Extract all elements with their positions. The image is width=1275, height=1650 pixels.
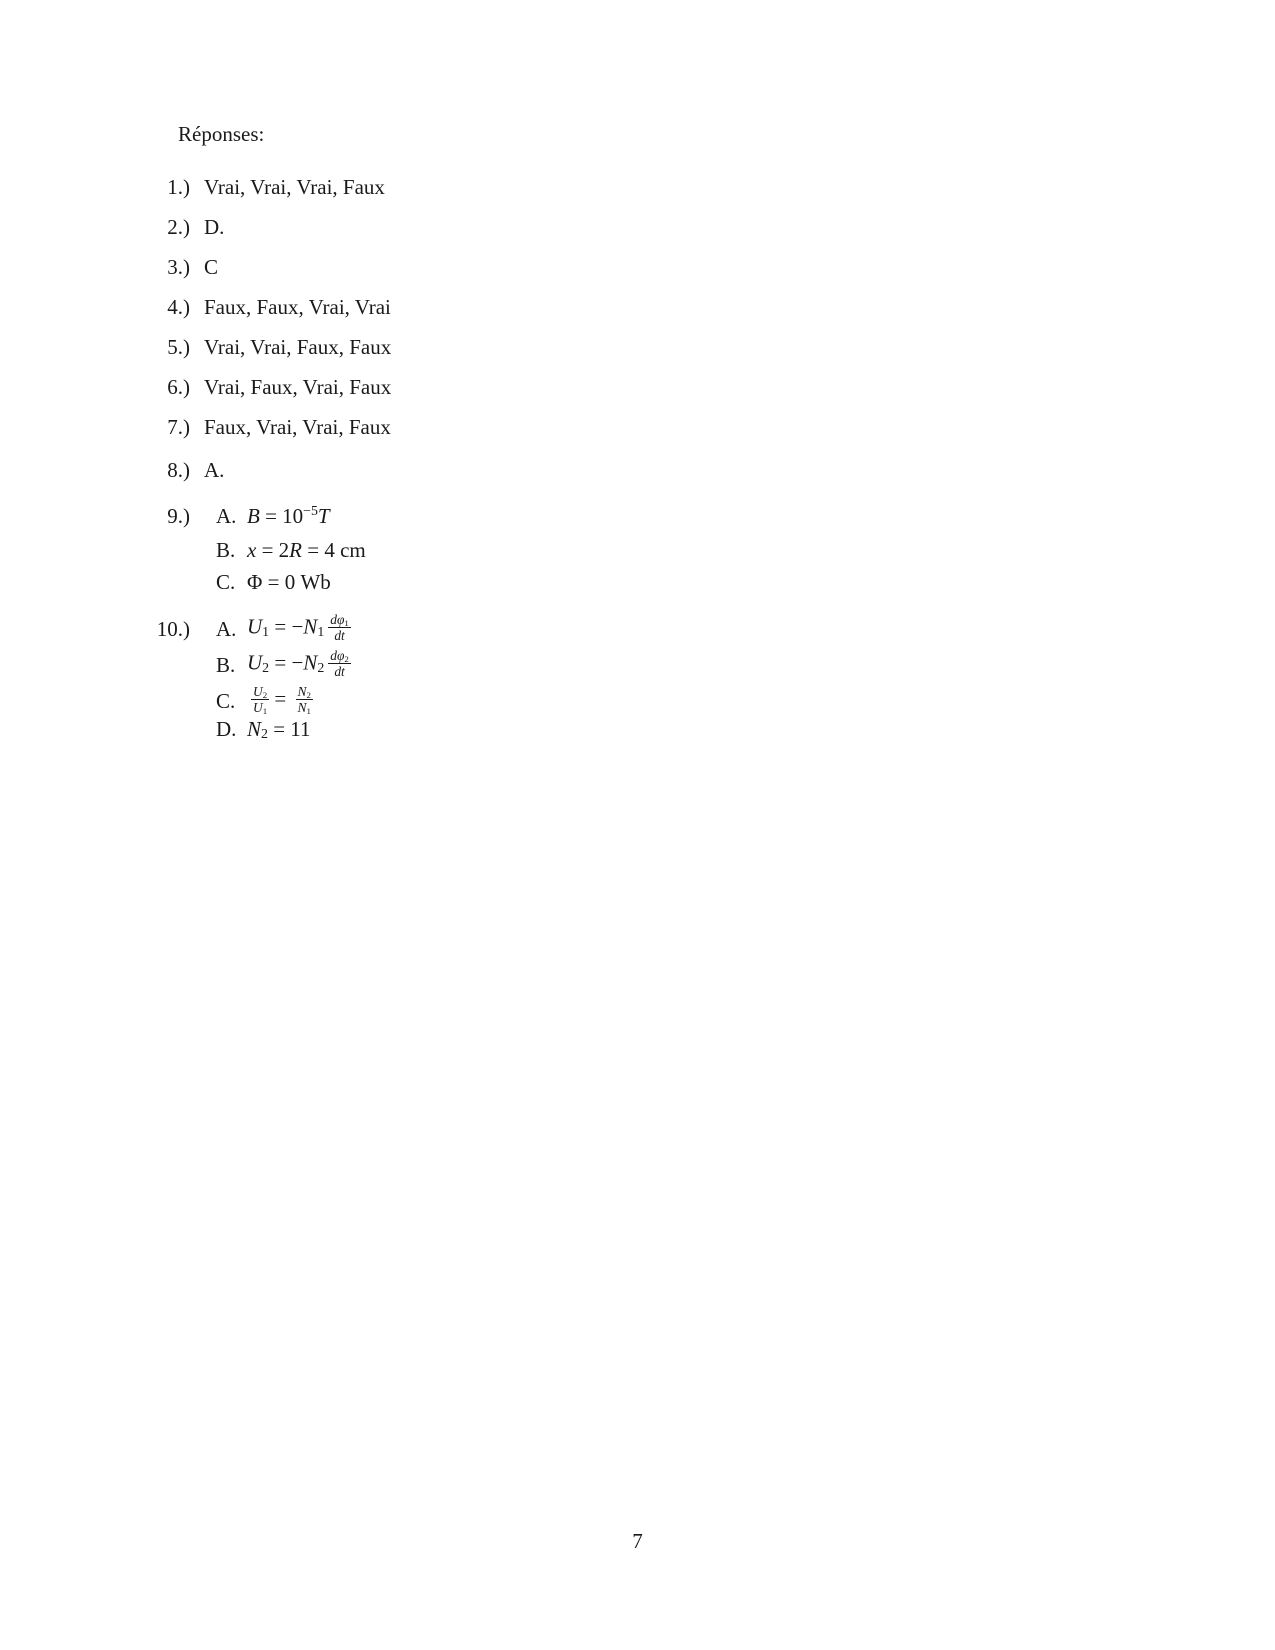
math-sub: 2 — [262, 689, 268, 700]
math-var: N — [303, 650, 318, 675]
math-sub: 1 — [262, 706, 268, 717]
fraction-denominator — [328, 663, 351, 679]
answer-item-9-row-3 — [148, 572, 331, 593]
math-sub: 1 — [317, 624, 325, 640]
fraction — [328, 612, 351, 643]
math-var: R — [289, 538, 302, 562]
fraction-denominator — [328, 627, 351, 643]
answer-item-7 — [148, 417, 391, 438]
math-sub: 2 — [344, 653, 349, 664]
math-sub: 1 — [306, 706, 311, 717]
math-formula — [247, 540, 366, 561]
answer-item-2 — [148, 217, 224, 238]
page-number: 7 — [632, 1529, 643, 1553]
sub-answer-letter: C. — [216, 570, 236, 594]
math-roman: Φ = 0 Wb — [247, 570, 331, 594]
answer-text: Vrai, Vrai, Faux, Faux — [204, 335, 392, 359]
answer-item-1 — [148, 177, 385, 198]
math-formula — [247, 572, 331, 593]
math-var: x — [247, 538, 257, 562]
math-var: U — [247, 614, 263, 639]
answer-item-10-row-1 — [148, 612, 351, 646]
math-formula — [247, 613, 351, 644]
sub-answer-letter: B. — [216, 652, 236, 677]
sub-answer-letter: C. — [216, 688, 236, 713]
math-roman: = — [269, 686, 292, 711]
fraction — [296, 684, 313, 715]
sub-answer-letter: D. — [216, 717, 237, 741]
math-formula — [247, 719, 311, 740]
math-var: B — [247, 504, 260, 528]
answer-item-6 — [148, 377, 391, 398]
sub-answer-letter: B. — [216, 538, 236, 562]
math-var: dt — [334, 664, 345, 680]
fraction-numerator — [251, 684, 269, 699]
math-var: N — [297, 684, 307, 700]
item-number: 3.) — [167, 255, 190, 279]
answer-item-10-row-3 — [148, 684, 313, 718]
math-formula — [247, 685, 313, 716]
item-number: 1.) — [167, 175, 190, 199]
answer-text: Faux, Vrai, Vrai, Faux — [204, 415, 391, 439]
math-roman: = 2 — [256, 538, 290, 562]
math-var: U — [253, 700, 263, 716]
item-number: 4.) — [167, 295, 190, 319]
answer-text: D. — [204, 215, 225, 239]
math-sub: 1 — [344, 617, 349, 628]
math-sub: 2 — [262, 660, 270, 676]
math-roman: = 4 cm — [302, 538, 366, 562]
answer-text: C — [204, 255, 219, 279]
answer-item-8 — [148, 460, 224, 481]
math-var: dφ — [330, 612, 345, 628]
answer-text: A. — [204, 458, 225, 482]
math-var: U — [253, 684, 263, 700]
math-roman: = − — [269, 614, 304, 639]
fraction-denominator — [251, 699, 269, 715]
answer-item-10-row-2 — [148, 648, 351, 682]
answer-text: Faux, Faux, Vrai, Vrai — [204, 295, 391, 319]
math-formula — [247, 649, 351, 680]
math-sub: 1 — [262, 624, 270, 640]
item-number: 8.) — [167, 458, 190, 482]
math-var: N — [303, 614, 318, 639]
fraction-numerator — [328, 612, 351, 627]
math-sup: −5 — [303, 503, 318, 519]
math-var: dt — [334, 628, 345, 644]
item-number: 10.) — [156, 616, 190, 641]
math-roman: = 10 — [259, 504, 304, 528]
math-var: N — [297, 700, 307, 716]
answer-item-3 — [148, 257, 218, 278]
answer-text: Vrai, Faux, Vrai, Faux — [204, 375, 392, 399]
answer-text: Vrai, Vrai, Vrai, Faux — [204, 175, 385, 199]
item-number: 6.) — [167, 375, 190, 399]
answer-item-10-row-4 — [148, 719, 311, 740]
sub-answer-letter: A. — [216, 616, 237, 641]
math-var: N — [247, 717, 262, 741]
math-formula — [247, 503, 330, 528]
math-sub: 2 — [317, 660, 325, 676]
fraction-numerator — [328, 648, 351, 663]
item-number: 7.) — [167, 415, 190, 439]
math-roman: = − — [269, 650, 304, 675]
fraction-numerator — [296, 684, 313, 699]
answer-item-9-row-2 — [148, 540, 366, 561]
math-sub: 2 — [306, 689, 311, 700]
math-var: T — [317, 504, 330, 528]
answer-item-5 — [148, 337, 391, 358]
math-roman: = 11 — [267, 717, 311, 741]
sub-answer-letter: A. — [216, 504, 237, 528]
item-number: 9.) — [167, 504, 190, 528]
answers-heading: Réponses: — [178, 122, 265, 146]
fraction — [328, 648, 351, 679]
math-var: U — [247, 650, 263, 675]
item-number: 5.) — [167, 335, 190, 359]
fraction-denominator — [296, 699, 313, 715]
math-sub: 2 — [261, 726, 268, 742]
item-number: 2.) — [167, 215, 190, 239]
answer-item-4 — [148, 297, 391, 318]
fraction — [251, 684, 269, 715]
math-var: dφ — [330, 648, 345, 664]
answer-item-9-row-1 — [148, 503, 330, 528]
